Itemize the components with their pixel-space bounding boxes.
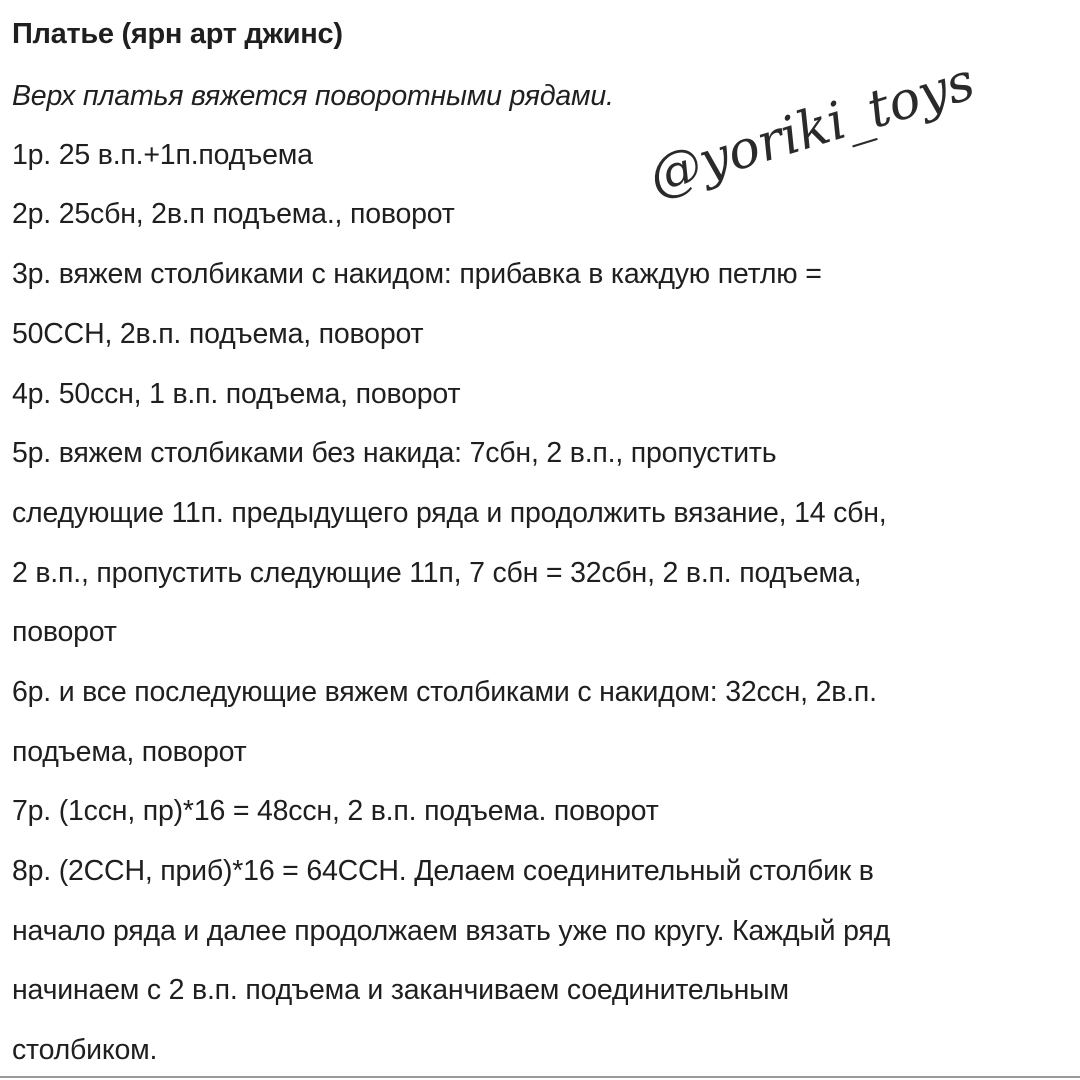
page-subtitle: Верх платья вяжется поворотными рядами.: [12, 80, 614, 112]
row-5-line-cont-2: 2 в.п., пропустить следующие 11п, 7 сбн = 32сбн, 2 в.п. подъема,: [12, 557, 862, 589]
bottom-divider: [0, 1076, 1080, 1078]
row-6-line: 6р. и все последующие вяжем столбиками с накидом: 32ссн, 2в.п.: [12, 676, 877, 708]
row-1-line: 1р. 25 в.п.+1п.подъема: [12, 139, 313, 171]
row-2-line: 2р. 25сбн, 2в.п подъема., поворот: [12, 198, 455, 230]
watermark-handle: @yoriki_toys: [642, 51, 982, 208]
row-6-line-cont: подъема, поворот: [12, 736, 247, 768]
row-5-line-cont-3: поворот: [12, 616, 117, 648]
row-8-line-cont-2: начинаем с 2 в.п. подъема и заканчиваем соединительным: [12, 974, 789, 1006]
row-5-line-cont-1: следующие 11п. предыдущего ряда и продолжить вязание, 14 сбн,: [12, 497, 887, 529]
row-7-line: 7р. (1ссн, пр)*16 = 48ссн, 2 в.п. подъема. поворот: [12, 795, 659, 827]
row-5-line: 5р. вяжем столбиками без накида: 7сбн, 2 в.п., пропустить: [12, 437, 777, 469]
page-title: Платье (ярн арт джинс): [12, 18, 343, 50]
row-8-line-cont-3: столбиком.: [12, 1034, 158, 1066]
row-4-line: 4р. 50ссн, 1 в.п. подъема, поворот: [12, 378, 461, 410]
row-3-line-cont: 50ССН, 2в.п. подъема, поворот: [12, 318, 424, 350]
row-8-line-cont-1: начало ряда и далее продолжаем вязать уже по кругу. Каждый ряд: [12, 915, 891, 947]
row-3-line: 3р. вяжем столбиками с накидом: прибавка в каждую петлю =: [12, 258, 822, 290]
row-8-line: 8р. (2ССН, приб)*16 = 64ССН. Делаем соединительный столбик в: [12, 855, 874, 887]
